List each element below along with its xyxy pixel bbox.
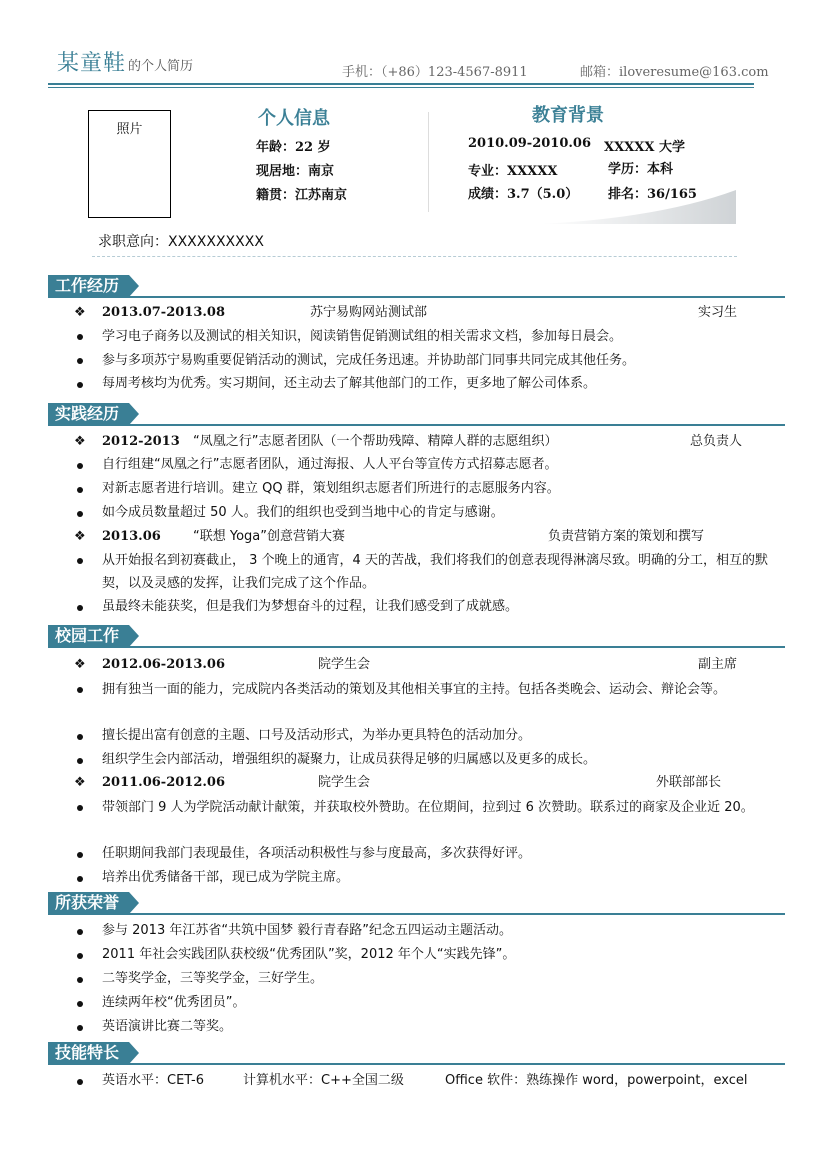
list-item: 带领部门 9 人为学院活动献计献策，并获取校外赞助。在位期间，拉到过 6 次赞助。联系过的商家及企业近 20。 [102,800,754,815]
list-item: 2011 年社会实践团队获校级“优秀团队”奖，2012 年个人“实践先锋”。 [102,947,516,962]
hometown-text: 籍贯：江苏南京 [256,188,348,203]
personal-info-title: 个人信息 [258,108,330,129]
list-item: 培养出优秀储备干部，现已成为学院主席。 [102,870,350,885]
edu-score: 成绩：3.7（5.0） [468,187,579,202]
skills-section-bar [48,1042,785,1066]
practice-role-2: 负责营销方案的策划和撰写 [548,529,705,544]
email-text: 邮箱：iloveresume@163.com [580,65,769,80]
phone-text: 手机：（+86）123-4567-8911 [342,65,528,80]
work-org: 苏宁易购网站测试部 [310,305,428,320]
skills-section-title: 技能特长 [48,1042,129,1064]
campus-role-1: 副主席 [698,657,738,672]
diamond-bullet-icon: ❖ [74,305,86,320]
resume-owner-name: 某童鞋 的个人简历 [57,51,194,76]
bullet-icon [77,953,83,959]
location-text: 现居地：南京 [256,164,335,179]
work-section-title: 工作经历 [48,275,129,297]
diamond-bullet-icon: ❖ [74,529,86,544]
bullet-icon [77,1001,83,1007]
age-text: 年龄：22 岁 [256,140,331,155]
bullet-icon [77,1025,83,1031]
edu-major: 专业：XXXXX [468,164,558,179]
bullet-icon [77,852,83,858]
bullet-icon [77,605,83,611]
work-period: 2013.07-2013.08 [102,305,225,320]
edu-degree: 学历：本科 [608,162,674,177]
bullet-icon [77,734,83,740]
campus-section-title: 校园工作 [48,625,129,647]
bullet-icon [77,358,83,364]
practice-role-1: 总负责人 [690,434,743,449]
resume-title-suffix: 的个人简历 [128,59,194,74]
skill-computer: 计算机水平：C++全国二级 [243,1073,404,1088]
campus-section-bar [48,625,785,649]
list-item: 虽最终未能获奖，但是我们为梦想奋斗的过程，让我们感受到了成就感。 [102,599,519,614]
campus-period-2: 2011.06-2012.06 [102,775,225,790]
work-section-bar [48,275,785,299]
campus-period-1: 2012.06-2013.06 [102,657,225,672]
honors-section-bar [48,892,785,916]
header-rule [48,83,754,85]
bullet-icon [77,977,83,983]
bullet-icon [77,558,83,564]
bullet-icon [77,929,83,935]
bullet-icon [77,1079,83,1085]
info-divider [428,112,429,212]
campus-role-2: 外联部部长 [656,775,722,790]
decorative-swoosh [540,188,736,224]
list-item: 对新志愿者进行培训。建立 QQ 群，策划组织志愿者们所进行的志愿服务内容。 [102,481,560,496]
list-item: 任职期间我部门表现最佳，各项活动积极性与参与度最高，多次获得好评。 [102,846,532,861]
diamond-bullet-icon: ❖ [74,657,86,672]
practice-period-1: 2012-2013 [102,434,180,449]
edu-rank: 排名：36/165 [608,187,697,202]
photo-label: 照片 [116,122,143,137]
job-intent-text: 求职意向：XXXXXXXXXX [98,234,264,250]
bullet-icon [77,687,83,693]
bullet-icon [77,758,83,764]
skill-english: 英语水平：CET-6 [102,1073,205,1088]
header-rule-thin [48,87,754,88]
diamond-bullet-icon: ❖ [74,775,86,790]
honors-section-title: 所获荣誉 [48,892,129,914]
list-item: 组织学生会内部活动，增强组织的凝聚力，让成员获得足够的归属感以及更多的成长。 [102,752,597,767]
bullet-icon [77,334,83,340]
campus-org-2: 院学生会 [318,775,371,790]
practice-section-title: 实践经历 [48,403,129,425]
edu-period: 2010.09-2010.06 [468,136,591,151]
campus-org-1: 院学生会 [318,657,371,672]
dashed-divider [92,256,737,257]
work-role: 实习生 [698,305,738,320]
list-item: 参与 2013 年江苏省“共筑中国梦 毅行青春路”纪念五四运动主题活动。 [102,923,512,938]
list-item: 拥有独当一面的能力，完成院内各类活动的策划及其他相关事宜的主持。包括各类晚会、运动会、辩论会等。 [102,682,727,697]
practice-org-2: “联想 Yoga”创意营销大赛 [193,529,345,544]
list-item: 连续两年校“优秀团员”。 [102,995,246,1010]
practice-section-bar [48,403,785,427]
list-item: 从开始报名到初赛截止， 3 个晚上的通宵，4 天的苦战，我们将我们的创意表现得淋漓尽致。明确的分工，相互的默契，以及灵感的发挥，让我们完成了这个作品。 [102,553,768,591]
list-item: 自行组建“凤凰之行”志愿者团队，通过海报、人人平台等宣传方式招募志愿者。 [102,457,558,472]
list-item: 每周考核均为优秀。实习期间，还主动去了解其他部门的工作，更多地了解公司体系。 [102,376,597,391]
list-item: 擅长提出富有创意的主题、口号及活动形式，为举办更具特色的活动加分。 [102,728,532,743]
bullet-icon [77,463,83,469]
list-item: 学习电子商务以及测试的相关知识，阅读销售促销测试组的相关需求文档，参加每日晨会。 [102,329,623,344]
bullet-icon [77,382,83,388]
bullet-icon [77,487,83,493]
list-item: 参与多项苏宁易购重要促销活动的测试，完成任务迅速。并协助部门同事共同完成其他任务。 [102,353,636,368]
education-title: 教育背景 [532,105,604,126]
bullet-icon [77,511,83,517]
bullet-icon [77,805,83,811]
photo-frame [88,110,171,218]
edu-school: XXXXX 大学 [604,140,685,155]
skill-office: Office 软件：熟练操作 word，powerpoint，excel [445,1073,748,1088]
list-item: 二等奖学金，三等奖学金，三好学生。 [102,971,324,986]
practice-org-1: “凤凰之行”志愿者团队（一个帮助残障、精障人群的志愿组织） [193,434,558,449]
diamond-bullet-icon: ❖ [74,434,86,449]
list-item: 如今成员数量超过 50 人。我们的组织也受到当地中心的肯定与感谢。 [102,505,504,520]
list-item: 英语演讲比赛二等奖。 [102,1019,233,1034]
bullet-icon [77,876,83,882]
practice-period-2: 2013.06 [102,529,161,544]
